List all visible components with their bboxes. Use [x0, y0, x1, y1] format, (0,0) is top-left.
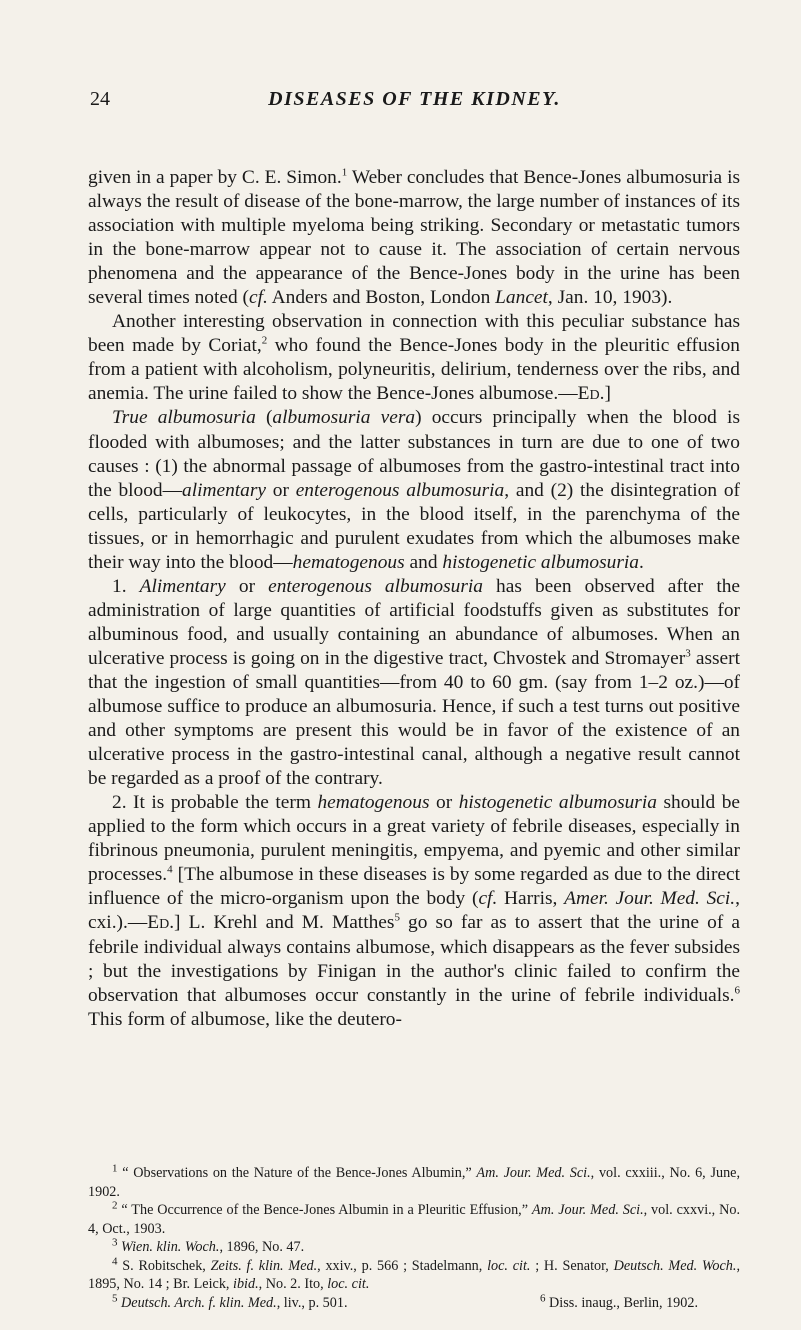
footnote-1: $^1$ “ Observations on the Nature of the Bence-Jones Albumin,” Am. Jour. Med. Sci., vol. cxxiii., No. 6, June, 1902. — [88, 1162, 741, 1200]
editor-mark: Ed. — [577, 383, 605, 405]
footnotes-5-6 — [88, 1291, 740, 1313]
page-number: 24 — [90, 88, 110, 110]
footnote-ref-6[interactable]: 6 — [734, 984, 740, 997]
paragraph-4: 1. Alimentary or enterogenous albumosuria has been observed after the administration of large quantities of artificial foodstuffs given as substitutes for albuminous food, and usually containing an abundance of albumoses. When an ulcerative process is going on in the digestive tract, Chvostek and Stromayer$^3$ assert that the ingestion of small quantities—from 40 to 60 gm. (say from 1–2 oz.)—of albumose suffice to produce an albumosuria. Hence, if such a test turns out positive and other symptoms are present this would be in favor of the existence of an ulcerative process in the gastro-intestinal canal, although a negative result cannot be regarded as a proof of the contrary. — [88, 575, 741, 790]
footnote-ref-2[interactable]: 2 — [261, 334, 268, 347]
footnote-5: $^5$ Deutsch. Arch. f. klin. Med., liv., p. 501. — [112, 1291, 348, 1311]
footnote-ref-3[interactable]: 3 — [685, 647, 691, 660]
editor-mark: Ed. — [147, 912, 175, 934]
footnote-ref-5[interactable]: 5 — [394, 911, 400, 924]
footnotes — [88, 1164, 740, 1312]
running-title: DISEASES OF THE KIDNEY. — [268, 88, 561, 110]
paragraph-1: given in a paper by C. E. Simon.$^1$ Weber concludes that Bence-Jones albumosuria is always the result of disease of the bone-marrow, the large number of instances of its association with multiple myeloma being striking. Secondary or metastatic tumors in the bone-marrow appear not to cause it. The association of certain nervous phenomena and the appearance of the Bence-Jones body in the urine has been several times noted (cf. Anders and Boston, London Lancet, Jan. 10, 1903). — [88, 166, 740, 309]
body-text — [88, 166, 740, 1032]
footnote-3: $^3$ Wien. klin. Woch., 1896, No. 47. — [112, 1236, 305, 1255]
footnote-ref-1[interactable]: 1 — [341, 166, 348, 179]
paragraph-3: True albumosuria (albumosuria vera) occurs principally when the blood is flooded with albumoses; and the latter substances in turn are due to one of two causes : (1) the abnormal passage of albumoses from the gastro-intestinal tract into the blood—alimentary or enterogenous albumosuria, and (2) the disintegration of cells, particularly of leukocytes, in the blood itself, in the parenchyma of the tissues, or in hemorrhagic and purulent exudates from which the albumoses make their way into the blood—hematogenous and histogenetic albumosuria. — [88, 407, 740, 573]
footnote-4: $^4$ S. Robitschek, Zeits. f. klin. Med., xxiv., p. 566 ; Stadelmann, loc. cit. ; H. Senator, Deutsch. Med. Woch., 1895, No. 14 ; Br. Leick, ibid., No. 2. Ito, loc. cit. — [88, 1254, 740, 1292]
footnote-ref-4[interactable]: 4 — [167, 863, 173, 876]
footnote-6: $^6$ Diss. inaug., Berlin, 1902. — [539, 1291, 698, 1311]
footnote-2: $^2$ “ The Occurrence of the Bence-Jones Albumin in a Pleuritic Effusion,” Am. Jour. Med. Sci., vol. cxxvi., No. 4, Oct., 1903. — [88, 1199, 740, 1237]
paragraph-2: Another interesting observation in connection with this peculiar substance has been made by Coriat,$^2$ who found the Bence-Jones body in the pleuritic effusion from a patient with alcoholism, polyneuritis, delirium, tenderness over the ribs, and anemia. The urine failed to show the Bence-Jones albumose.—Ed.] — [88, 311, 740, 405]
page-header — [90, 88, 739, 118]
paragraph-5: 2. It is probable the term hematogenous or histogenetic albumosuria should be applied to the form which occurs in a great variety of febrile diseases, especially in fibrinous pneumonia, purulent meningitis, empyema, and pyemic and other similar processes.$^4$ [The albumose in these diseases is by some regarded as due to the direct influence of the micro-organism upon the body (cf. Harris, Amer. Jour. Med. Sci., cxi.).—Ed.] L. Krehl and M. Matthes$^5$ go so far as to assert that the urine of a febrile individual always contains albumose, which disappears as the fever subsides ; but the investigations by Finigan in the author's clinic failed to confirm the observation that albumoses occur constantly in the urine of febrile individuals.$^6$ This form of albumose, like the deutero- — [88, 792, 740, 1030]
